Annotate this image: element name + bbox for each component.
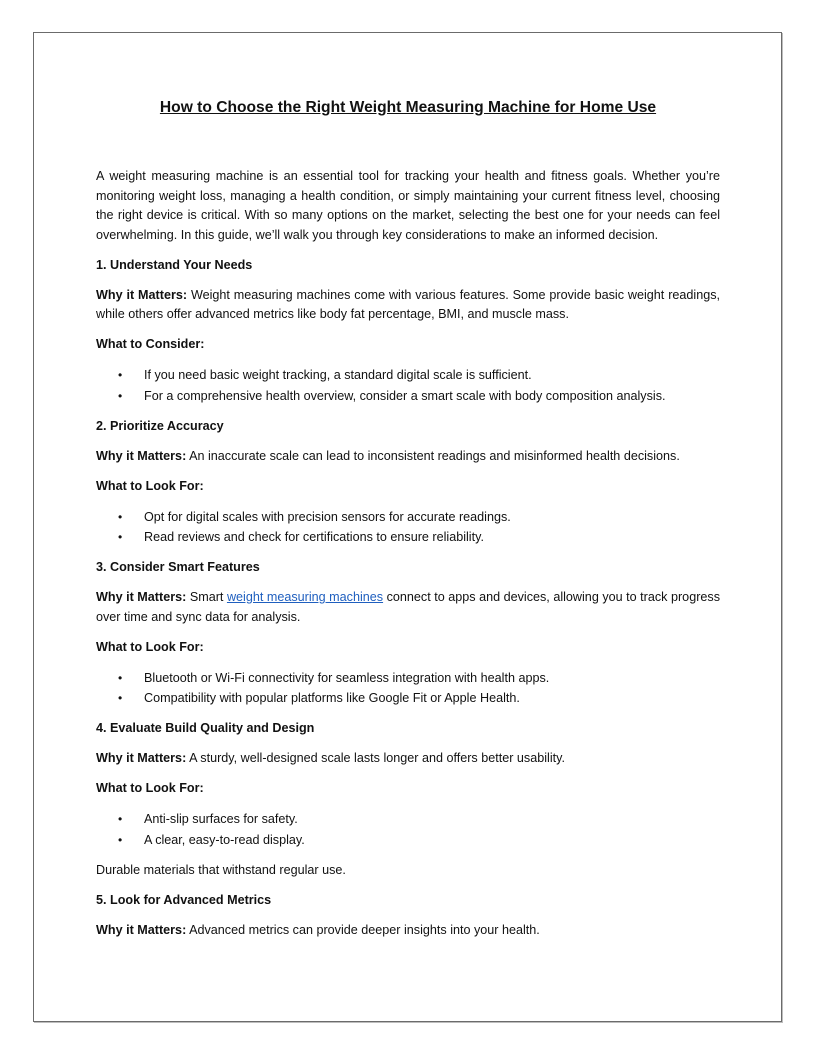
section-heading: 5. Look for Advanced Metrics bbox=[96, 892, 272, 907]
section-heading: 1. Understand Your Needs bbox=[96, 257, 253, 272]
list-item: • Compatibility with popular platforms like Google Fit or Apple Health. bbox=[96, 688, 720, 709]
subheading: What to Look For: bbox=[96, 781, 204, 795]
intro-paragraph: A weight measuring machine is an essential tool for tracking your health and fitness goals. Whether you’re monitoring weight loss, managing a health condition, or simply maintaining your current fitness level, choosing the right device is critical. With so many options on the market, selecting the best one for your needs can feel overwhelming. In this guide, we’ll walk you through key considerations to make an informed decision. bbox=[96, 169, 720, 242]
section-heading: 4. Evaluate Build Quality and Design bbox=[96, 721, 315, 735]
bullet-icon: • bbox=[118, 368, 123, 382]
bullet-icon: • bbox=[118, 509, 123, 524]
list-item: • If you need basic weight tracking, a standard digital scale is sufficient. bbox=[96, 365, 720, 386]
why-label: Why it Matters: bbox=[96, 922, 187, 937]
list-item: • Read reviews and check for certifications to ensure reliability. bbox=[96, 527, 720, 548]
why-paragraph bbox=[96, 447, 720, 467]
bullet-icon: • bbox=[118, 832, 123, 847]
bullet-list bbox=[96, 365, 720, 406]
why-paragraph bbox=[96, 921, 720, 941]
list-item: • For a comprehensive health overview, consider a smart scale with body composition analysis. bbox=[96, 386, 720, 407]
closing-line: Durable materials that withstand regular use. bbox=[96, 862, 346, 877]
why-paragraph bbox=[96, 749, 720, 769]
section-heading: 2. Prioritize Accuracy bbox=[96, 418, 224, 433]
why-paragraph: Why it Matters: Smart weight measuring machines connect to apps and devices, allowing you to track progress over time and sync data for analysis. bbox=[96, 590, 720, 624]
why-paragraph bbox=[96, 286, 720, 325]
list-item: • Anti-slip surfaces for safety. bbox=[96, 809, 720, 830]
subheading: What to Consider: bbox=[96, 337, 205, 351]
subheading: What to Look For: bbox=[96, 478, 204, 493]
bullet-icon: • bbox=[118, 812, 123, 826]
why-text: An inaccurate scale can lead to inconsistent readings and misinformed health decisions. bbox=[189, 448, 680, 463]
list-item: • A clear, easy-to-read display. bbox=[96, 830, 720, 851]
why-label: Why it Matters: bbox=[96, 448, 187, 463]
why-label: Why it Matters: bbox=[96, 590, 187, 604]
document-body bbox=[96, 98, 720, 951]
list-item: • Bluetooth or Wi-Fi connectivity for seamless integration with health apps. bbox=[96, 668, 720, 689]
section-heading: 3. Consider Smart Features bbox=[96, 560, 260, 574]
bullet-icon: • bbox=[118, 691, 123, 705]
weight-machines-link[interactable]: weight measuring machines bbox=[226, 590, 384, 604]
subheading: What to Look For: bbox=[96, 639, 204, 654]
why-label: Why it Matters: bbox=[96, 751, 187, 765]
bullet-list bbox=[96, 507, 720, 548]
bullet-icon: • bbox=[118, 670, 123, 685]
bullet-icon: • bbox=[118, 388, 123, 403]
bullet-icon: • bbox=[118, 530, 123, 544]
why-text: A sturdy, well-designed scale lasts longer and offers better usability. bbox=[189, 751, 565, 765]
why-label: Why it Matters: bbox=[96, 287, 188, 302]
why-text: Advanced metrics can provide deeper insights into your health. bbox=[189, 922, 540, 937]
list-item: • Opt for digital scales with precision sensors for accurate readings. bbox=[96, 507, 720, 528]
page-title: How to Choose the Right Weight Measuring Machine for Home Use bbox=[159, 99, 657, 116]
bullet-list bbox=[96, 809, 720, 850]
why-text: Weight measuring machines come with various features. Some provide basic weight readings, while others offer advanced metrics like body fat percentage, BMI, and muscle mass. bbox=[96, 287, 720, 321]
bullet-list bbox=[96, 668, 720, 709]
